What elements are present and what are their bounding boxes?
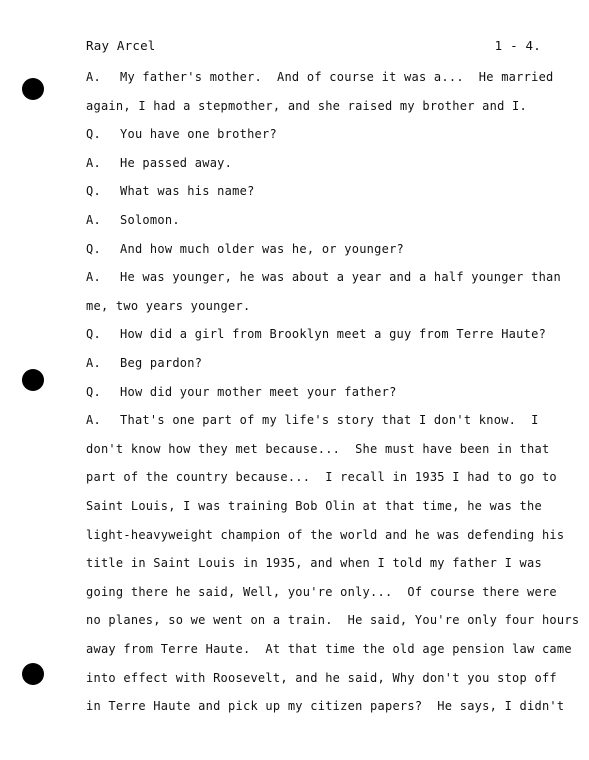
transcript-line	[86, 442, 549, 456]
transcript-line	[86, 470, 557, 484]
header-page-number: 1 - 4.	[494, 38, 541, 53]
line-text: light-heavyweight champion of the world and he was defending his	[86, 528, 565, 542]
line-text: part of the country because... I recall in 1935 I had to go to	[86, 470, 557, 484]
line-text: He was younger, he was about a year and a half younger than	[120, 270, 562, 284]
transcript-line	[86, 270, 561, 284]
transcript-line	[86, 156, 232, 170]
speaker-label: A.	[86, 270, 101, 284]
speaker-label: Q.	[86, 327, 101, 341]
transcript-line	[86, 356, 202, 370]
transcript-line	[86, 528, 564, 542]
transcript-line	[86, 613, 579, 627]
line-text: My father's mother. And of course it was a... He married	[120, 70, 554, 84]
speaker-label: A.	[86, 70, 101, 84]
line-text: in Terre Haute and pick up my citizen papers? He says, I didn't	[86, 699, 565, 713]
line-text: And how much older was he, or younger?	[120, 242, 405, 256]
transcript-line	[86, 642, 572, 656]
line-text: He passed away.	[120, 156, 233, 170]
speaker-label: Q.	[86, 385, 101, 399]
speaker-label: Q.	[86, 127, 101, 141]
punch-hole-icon	[22, 663, 44, 685]
transcript-line	[86, 327, 546, 341]
line-text: title in Saint Louis in 1935, and when I told my father I was	[86, 556, 542, 570]
speaker-label: A.	[86, 156, 101, 170]
line-text: You have one brother?	[120, 127, 277, 141]
line-text: into effect with Roosevelt, and he said, Why don't you stop off	[86, 671, 557, 685]
line-text: Beg pardon?	[120, 356, 203, 370]
line-text: no planes, so we went on a train. He said, You're only four hours	[86, 613, 580, 627]
speaker-label: A.	[86, 213, 101, 227]
transcript-line	[86, 585, 557, 599]
transcript-line	[86, 242, 404, 256]
punch-hole-icon	[22, 78, 44, 100]
transcript-line	[86, 671, 557, 685]
speaker-label: Q.	[86, 242, 101, 256]
line-text: me, two years younger.	[86, 299, 251, 313]
line-text: going there he said, Well, you're only... Of course there were	[86, 585, 557, 599]
transcript-line	[86, 499, 542, 513]
line-text: Solomon.	[120, 213, 180, 227]
punch-hole-icon	[22, 369, 44, 391]
transcript-line	[86, 184, 255, 198]
transcript-line	[86, 70, 554, 84]
line-text: again, I had a stepmother, and she raised my brother and I.	[86, 99, 528, 113]
line-text: How did your mother meet your father?	[120, 385, 397, 399]
transcript-line	[86, 99, 527, 113]
transcript-line	[86, 299, 250, 313]
line-text: What was his name?	[120, 184, 255, 198]
transcript-line	[86, 699, 564, 713]
transcript-line	[86, 127, 277, 141]
speaker-label: A.	[86, 356, 101, 370]
line-text: don't know how they met because... She must have been in that	[86, 442, 550, 456]
header-name: Ray Arcel	[86, 38, 156, 53]
transcript-line	[86, 556, 542, 570]
transcript-line	[86, 213, 180, 227]
speaker-label: Q.	[86, 184, 101, 198]
line-text: How did a girl from Brooklyn meet a guy from Terre Haute?	[120, 327, 547, 341]
transcript-line	[86, 413, 539, 427]
speaker-label: A.	[86, 413, 101, 427]
line-text: That's one part of my life's story that I don't know. I	[120, 413, 539, 427]
transcript-line	[86, 385, 397, 399]
line-text: Saint Louis, I was training Bob Olin at that time, he was the	[86, 499, 542, 513]
line-text: away from Terre Haute. At that time the old age pension law came	[86, 642, 572, 656]
